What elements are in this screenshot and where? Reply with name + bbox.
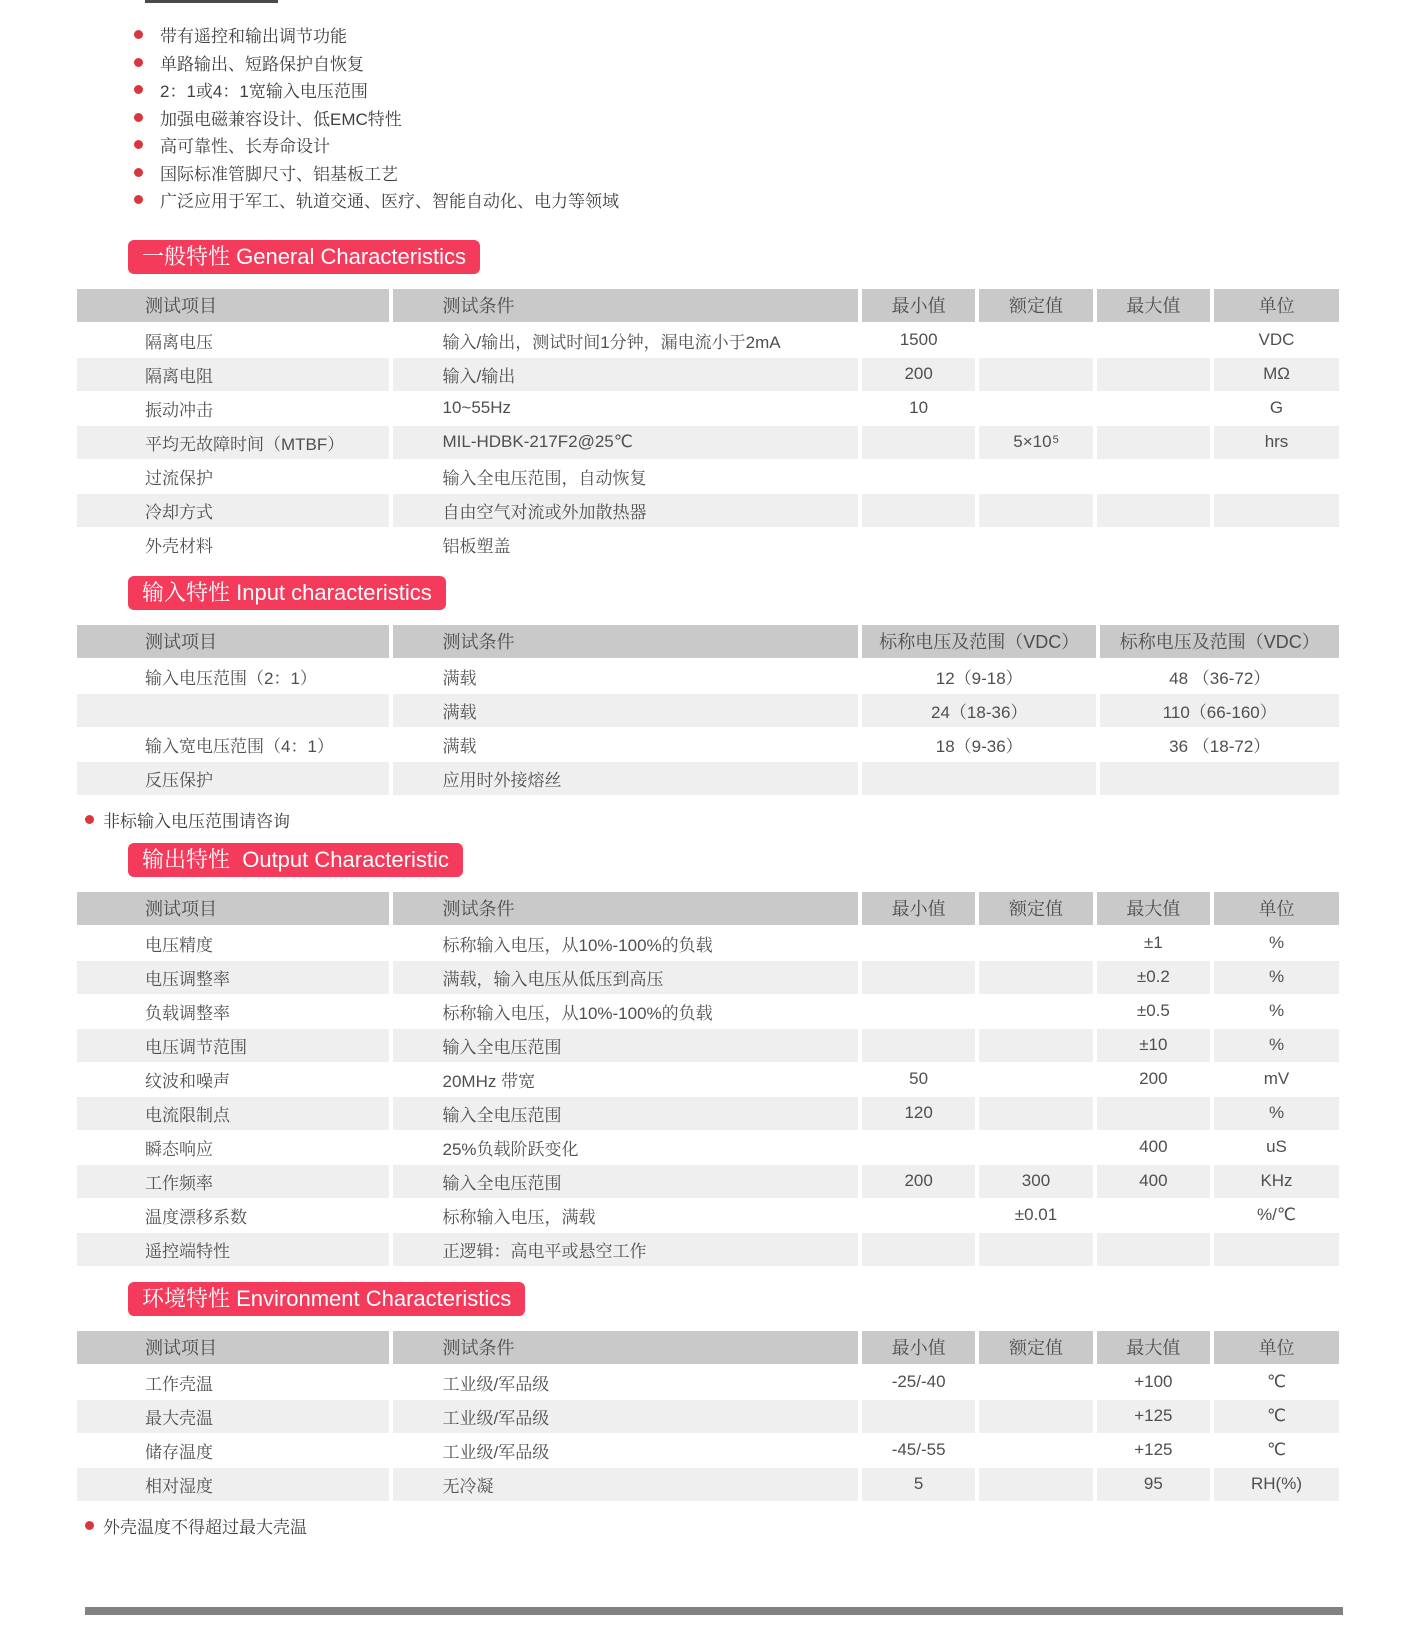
table-cell: mV: [1263, 1069, 1290, 1088]
table-cell: 电压调整率: [77, 961, 393, 994]
column-header: 测试项目: [77, 289, 393, 322]
table-cell: [979, 392, 1096, 425]
table-row: [77, 927, 1339, 961]
table-cell: [979, 1468, 1096, 1501]
bullet-icon: [134, 140, 143, 149]
table-cell: 输入电压范围（2：1）: [77, 660, 393, 693]
column-header: 标称电压及范围（VDC）: [1119, 632, 1320, 652]
table-cell: 振动冲击: [77, 392, 393, 425]
table-cell: uS: [1266, 1137, 1287, 1156]
table-cell: [1214, 528, 1339, 561]
table-row: [77, 1468, 1339, 1502]
table-row: [77, 324, 1339, 358]
table-cell: 满载: [393, 660, 862, 693]
table-cell: [979, 1131, 1096, 1164]
table-cell: 相对湿度: [77, 1468, 393, 1501]
section-output: [0, 832, 1409, 1267]
table-cell: 标称输入电压，从10%-100%的负载: [393, 995, 862, 1028]
table-cell: [1097, 460, 1214, 493]
bullet-icon: [85, 1521, 94, 1530]
table-cell: 瞬态响应: [77, 1131, 393, 1164]
table-cell: ℃: [1266, 1440, 1287, 1459]
table-cell: 24（18-36）: [862, 694, 1101, 727]
table-cell: 平均无故障时间（MTBF）: [77, 426, 393, 459]
bottom-divider-bar: [85, 1607, 1343, 1615]
table-cell: ±0.5: [1097, 995, 1214, 1028]
feature-item-text: 广泛应用于军工、轨道交通、医疗、智能自动化、电力等领域: [160, 192, 619, 212]
table-cell: [979, 1434, 1096, 1467]
table-cell: [979, 1097, 1096, 1130]
table-cell: 工作壳温: [77, 1366, 393, 1399]
table-cell: 温度漂移系数: [77, 1199, 393, 1232]
section-general: [0, 214, 1409, 562]
table-cell: MIL-HDBK-217F2@25℃: [393, 426, 862, 459]
feature-item: [134, 104, 1409, 132]
table-cell: [979, 927, 1096, 960]
column-header: 最大值: [1097, 1331, 1214, 1364]
feature-item-text: 2：1或4：1宽输入电压范围: [160, 82, 368, 102]
table-cell: 工业级/军品级: [393, 1434, 862, 1467]
column-header: 额定值: [979, 1331, 1096, 1364]
column-header: 测试条件: [393, 1331, 862, 1364]
bullet-icon: [134, 168, 143, 177]
table-cell: [1214, 494, 1339, 527]
table-cell: 50: [862, 1063, 979, 1096]
table-cell: +125: [1097, 1434, 1214, 1467]
table-cell: 无冷凝: [393, 1468, 862, 1501]
column-header: 最大值: [1097, 892, 1214, 925]
column-header: 标称电压及范围（VDC）: [862, 625, 1101, 658]
table-cell: [862, 528, 979, 561]
input-note: [85, 808, 1409, 832]
table-cell: 电流限制点: [77, 1097, 393, 1130]
table-cell: 满载: [393, 728, 862, 761]
table-cell: 400: [1097, 1131, 1214, 1164]
table-row: [77, 995, 1339, 1029]
table-row: [77, 961, 1339, 995]
feature-item: [134, 159, 1409, 187]
table-cell: [1097, 1199, 1214, 1232]
table-row: [77, 528, 1339, 562]
table-row: [77, 1097, 1339, 1131]
table-cell: 标称输入电压，从10%-100%的负载: [393, 927, 862, 960]
table-cell: [979, 995, 1096, 1028]
table-cell: [979, 961, 1096, 994]
table-cell: 输入/输出，测试时间1分钟，漏电流小于2mA: [393, 324, 862, 357]
table-cell: 满载: [393, 694, 862, 727]
table-cell: ±10: [1097, 1029, 1214, 1062]
table-cell: +100: [1097, 1366, 1214, 1399]
section-environment: [0, 1267, 1409, 1538]
table-row: [77, 1029, 1339, 1063]
table-cell: [1097, 1097, 1214, 1130]
table-cell: [1097, 324, 1214, 357]
table-cell: [862, 961, 979, 994]
table-cell: 10: [862, 392, 979, 425]
table-cell: 48 （36-72）: [1169, 668, 1271, 688]
table-cell: [979, 1233, 1096, 1266]
table-cell: 纹波和噪声: [77, 1063, 393, 1096]
column-header: 测试项目: [77, 1331, 393, 1364]
table-cell: 120: [862, 1097, 979, 1130]
table-cell: %: [1268, 933, 1285, 952]
table-cell: 输入/输出: [393, 358, 862, 391]
table-cell: 电压精度: [77, 927, 393, 960]
feature-item: [134, 131, 1409, 159]
table-cell: %: [1268, 1103, 1285, 1122]
table-cell: [862, 426, 979, 459]
column-header: 单位: [1258, 1338, 1295, 1358]
table-cell: 输入全电压范围，自动恢复: [393, 460, 862, 493]
table-cell: ℃: [1266, 1372, 1287, 1391]
table-cell: 95: [1097, 1468, 1214, 1501]
table-cell: 工业级/军品级: [393, 1366, 862, 1399]
feature-item: [134, 21, 1409, 49]
table-cell: [862, 494, 979, 527]
table-cell: [1214, 460, 1339, 493]
table-cell: 输入全电压范围: [393, 1029, 862, 1062]
table-cell: %: [1268, 1035, 1285, 1054]
section-title-environment: 环境特性 Environment Characteristics: [128, 1282, 525, 1316]
table-row: [77, 460, 1339, 494]
input-note-text: 非标输入电压范围请咨询: [103, 812, 290, 831]
table-cell: 200: [862, 1165, 979, 1198]
table-row: [77, 1165, 1339, 1199]
table-row: [77, 392, 1339, 426]
section-title-input: 输入特性 Input characteristics: [128, 576, 446, 610]
column-header: 最小值: [862, 892, 979, 925]
table-cell: 输入全电压范围: [393, 1165, 862, 1198]
table-cell: 25%负载阶跃变化: [393, 1131, 862, 1164]
table-row: [77, 358, 1339, 392]
table-cell: 外壳材料: [77, 528, 393, 561]
table-cell: [862, 1400, 979, 1433]
table-cell: %: [1268, 1001, 1285, 1020]
table-row: [77, 728, 1339, 762]
column-header: 额定值: [979, 892, 1096, 925]
table-cell: 标称输入电压，满载: [393, 1199, 862, 1232]
table-header-row: [77, 625, 1339, 660]
table-cell: 隔离电阻: [77, 358, 393, 391]
table-cell: 110（66-160）: [1162, 702, 1277, 722]
table-cell: [862, 927, 979, 960]
table-cell: [1097, 1233, 1214, 1266]
section-input: [0, 562, 1409, 832]
table-cell: RH(%): [1251, 1474, 1302, 1493]
column-header: 测试条件: [393, 289, 862, 322]
table-cell: G: [1269, 398, 1284, 417]
table-cell: [979, 1400, 1096, 1433]
table-header-row: [77, 289, 1339, 324]
table-row: [77, 1366, 1339, 1400]
column-header: 单位: [1258, 899, 1295, 919]
table-cell: [979, 324, 1096, 357]
table-row: [77, 426, 1339, 460]
table-cell: KHz: [1260, 1171, 1293, 1190]
table-cell: 应用时外接熔丝: [393, 762, 862, 795]
table-row: [77, 1063, 1339, 1097]
table-cell: %: [1268, 967, 1285, 986]
feature-item-text: 国际标准管脚尺寸、铝基板工艺: [160, 164, 398, 184]
table-cell: [862, 460, 979, 493]
table-cell: [1097, 358, 1214, 391]
table-cell: [979, 358, 1096, 391]
table-cell: 输入宽电压范围（4：1）: [77, 728, 393, 761]
column-header: 单位: [1258, 296, 1295, 316]
table-cell: [77, 694, 393, 727]
table-cell: 5: [862, 1468, 979, 1501]
table-cell: 隔离电压: [77, 324, 393, 357]
table-cell: 遥控端特性: [77, 1233, 393, 1266]
table-cell: [1097, 528, 1214, 561]
table-cell: 工作频率: [77, 1165, 393, 1198]
table-cell: 工业级/军品级: [393, 1400, 862, 1433]
table-cell: [979, 460, 1096, 493]
feature-item-text: 高可靠性、长寿命设计: [160, 137, 330, 157]
environment-note: [85, 1514, 1409, 1538]
table-header-row: [77, 892, 1339, 927]
environment-characteristics-table: [77, 1331, 1339, 1502]
column-header: 测试项目: [77, 892, 393, 925]
table-cell: MΩ: [1263, 364, 1290, 383]
general-characteristics-table: [77, 289, 1339, 562]
column-header: 最小值: [862, 1331, 979, 1364]
table-cell: 12（9-18）: [862, 660, 1101, 693]
table-cell: 200: [862, 358, 979, 391]
table-row: [77, 660, 1339, 694]
table-cell: [862, 1029, 979, 1062]
table-cell: [862, 1131, 979, 1164]
table-row: [77, 1199, 1339, 1233]
feature-item-text: 单路输出、短路保护自恢复: [160, 54, 364, 74]
table-cell: 36 （18-72）: [1169, 736, 1271, 756]
table-cell: [862, 1199, 979, 1232]
input-characteristics-table: [77, 625, 1339, 796]
table-cell: ±0.2: [1097, 961, 1214, 994]
cut-off-badge-remnant: [145, 0, 278, 3]
table-cell: 400: [1097, 1165, 1214, 1198]
table-cell: 5×10 5: [979, 426, 1096, 459]
feature-list: [134, 21, 1409, 214]
table-cell: 10~55Hz: [393, 392, 862, 425]
column-header: 测试条件: [393, 625, 862, 658]
column-header: 额定值: [979, 289, 1096, 322]
table-row: [77, 494, 1339, 528]
feature-item: [134, 186, 1409, 214]
table-row: [77, 1233, 1339, 1267]
table-cell: 正逻辑：高电平或悬空工作: [393, 1233, 862, 1266]
table-cell: 冷却方式: [77, 494, 393, 527]
environment-note-text: 外壳温度不得超过最大壳温: [103, 1518, 307, 1537]
table-cell: [1214, 1233, 1339, 1266]
section-title-output: 输出特性 Output Characteristic: [128, 843, 463, 877]
column-header: 最小值: [862, 289, 979, 322]
table-cell: ±0.01: [979, 1199, 1096, 1232]
table-cell: +125: [1097, 1400, 1214, 1433]
table-cell: [979, 1366, 1096, 1399]
table-cell: [979, 1063, 1096, 1096]
bullet-icon: [134, 85, 143, 94]
table-cell: [1100, 762, 1339, 795]
table-cell: [862, 995, 979, 1028]
table-row: [77, 1434, 1339, 1468]
table-cell: [979, 1029, 1096, 1062]
feature-item: [134, 76, 1409, 104]
column-header: 测试条件: [393, 892, 862, 925]
bullet-icon: [134, 30, 143, 39]
bullet-icon: [85, 815, 94, 824]
table-cell: [1097, 426, 1214, 459]
column-header: 最大值: [1097, 289, 1214, 322]
table-cell: [979, 528, 1096, 561]
table-cell: 铝板塑盖: [393, 528, 862, 561]
table-cell: [1097, 392, 1214, 425]
table-cell: ±1: [1097, 927, 1214, 960]
table-cell: ℃: [1266, 1406, 1287, 1425]
output-characteristics-table: [77, 892, 1339, 1267]
table-header-row: [77, 1331, 1339, 1366]
bullet-icon: [134, 195, 143, 204]
table-cell: 储存温度: [77, 1434, 393, 1467]
table-row: [77, 1131, 1339, 1165]
table-cell: 满载，输入电压从低压到高压: [393, 961, 862, 994]
column-header: 测试项目: [77, 625, 393, 658]
feature-item: [134, 49, 1409, 77]
table-cell: [979, 494, 1096, 527]
table-row: [77, 694, 1339, 728]
table-cell: 过流保护: [77, 460, 393, 493]
table-cell: VDC: [1258, 330, 1295, 349]
table-cell: 300: [979, 1165, 1096, 1198]
table-cell: [1097, 494, 1214, 527]
table-cell: 输入全电压范围: [393, 1097, 862, 1130]
table-cell: [862, 1233, 979, 1266]
table-cell: %/℃: [1257, 1205, 1296, 1224]
table-cell: 负载调整率: [77, 995, 393, 1028]
table-row: [77, 762, 1339, 796]
table-cell: 电压调节范围: [77, 1029, 393, 1062]
section-title-general: 一般特性 General Characteristics: [128, 240, 480, 274]
table-cell: 1500: [862, 324, 979, 357]
table-cell: -25/-40: [862, 1366, 979, 1399]
table-cell: 自由空气对流或外加散热器: [393, 494, 862, 527]
bullet-icon: [134, 58, 143, 67]
table-row: [77, 1400, 1339, 1434]
feature-item-text: 带有遥控和输出调节功能: [160, 27, 347, 47]
table-cell: hrs: [1264, 432, 1289, 451]
table-cell: 20MHz 带宽: [393, 1063, 862, 1096]
bullet-icon: [134, 113, 143, 122]
table-cell: 200: [1097, 1063, 1214, 1096]
table-cell: [862, 762, 1101, 795]
table-cell: 18（9-36）: [862, 728, 1101, 761]
table-cell: 最大壳温: [77, 1400, 393, 1433]
feature-item-text: 加强电磁兼容设计、低EMC特性: [160, 109, 402, 129]
table-cell: 反压保护: [77, 762, 393, 795]
table-cell: -45/-55: [862, 1434, 979, 1467]
